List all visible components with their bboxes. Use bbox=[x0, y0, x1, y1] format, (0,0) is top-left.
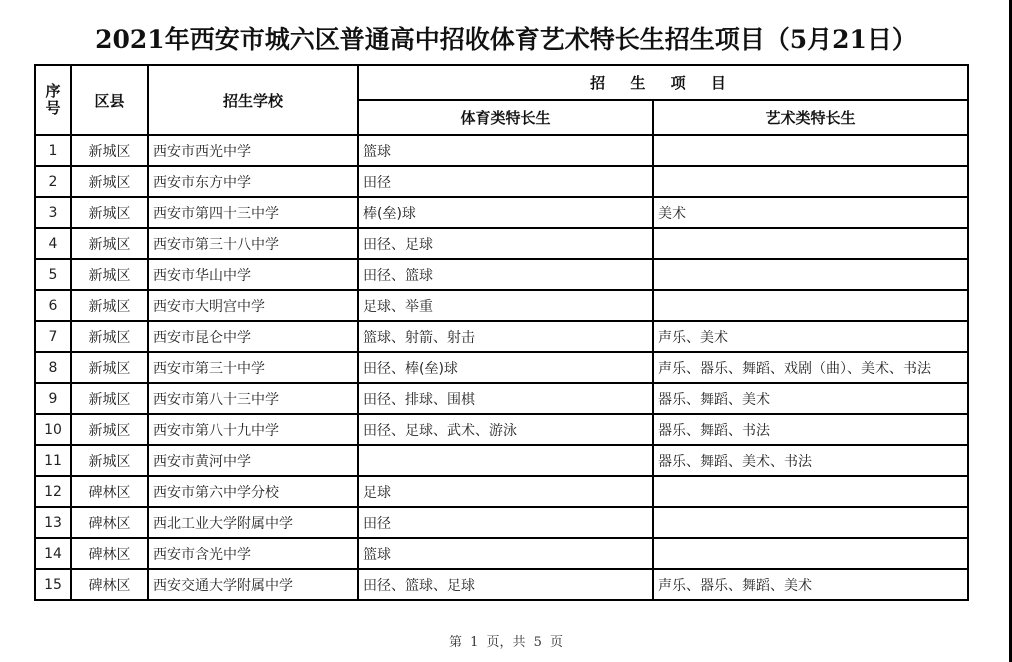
cell-sports: 田径、篮球 bbox=[358, 259, 653, 290]
cell-district: 新城区 bbox=[71, 228, 148, 259]
cell-school: 西安市第三十八中学 bbox=[148, 228, 358, 259]
table-row bbox=[35, 197, 968, 228]
cell-arts: 声乐、器乐、舞蹈、戏剧（曲）、美术、书法 bbox=[653, 352, 968, 383]
cell-sports: 田径、棒(垒)球 bbox=[358, 352, 653, 383]
cell-number: 5 bbox=[35, 259, 71, 290]
table-row bbox=[35, 352, 968, 383]
cell-district: 新城区 bbox=[71, 290, 148, 321]
cell-school: 西安市西光中学 bbox=[148, 135, 358, 166]
cell-arts bbox=[653, 166, 968, 197]
table-row bbox=[35, 445, 968, 476]
cell-sports: 田径、足球、武术、游泳 bbox=[358, 414, 653, 445]
cell-number: 2 bbox=[35, 166, 71, 197]
table-row bbox=[35, 166, 968, 197]
cell-school: 西安市大明宫中学 bbox=[148, 290, 358, 321]
header-school: 招生学校 bbox=[148, 65, 358, 135]
page-footer: 第 1 页，共 5 页 bbox=[448, 635, 564, 650]
cell-number: 8 bbox=[35, 352, 71, 383]
cell-sports: 篮球 bbox=[358, 135, 653, 166]
table-row bbox=[35, 290, 968, 321]
header-number-line2: 号 bbox=[45, 99, 61, 117]
cell-school: 西安市第三十中学 bbox=[148, 352, 358, 383]
cell-number: 6 bbox=[35, 290, 71, 321]
cell-school: 西安市第八十九中学 bbox=[148, 414, 358, 445]
cell-arts bbox=[653, 135, 968, 166]
header-district: 区县 bbox=[71, 65, 148, 135]
cell-school: 西安市第八十三中学 bbox=[148, 383, 358, 414]
header-recruit-items bbox=[358, 65, 968, 100]
cell-district: 碑林区 bbox=[71, 569, 148, 600]
header-sports: 体育类特长生 bbox=[358, 100, 653, 135]
cell-district: 新城区 bbox=[71, 135, 148, 166]
cell-school: 西安交通大学附属中学 bbox=[148, 569, 358, 600]
table-row bbox=[35, 569, 968, 600]
cell-arts: 器乐、舞蹈、美术、书法 bbox=[653, 445, 968, 476]
cell-school: 西安市含光中学 bbox=[148, 538, 358, 569]
cell-arts: 器乐、舞蹈、书法 bbox=[653, 414, 968, 445]
cell-sports: 田径、足球 bbox=[358, 228, 653, 259]
cell-sports: 田径 bbox=[358, 507, 653, 538]
cell-arts bbox=[653, 228, 968, 259]
cell-district: 新城区 bbox=[71, 352, 148, 383]
header-number-line1: 序 bbox=[45, 82, 61, 100]
cell-number: 3 bbox=[35, 197, 71, 228]
cell-number: 12 bbox=[35, 476, 71, 507]
cell-sports bbox=[358, 445, 653, 476]
cell-number: 15 bbox=[35, 569, 71, 600]
table-row bbox=[35, 135, 968, 166]
cell-school: 西安市黄河中学 bbox=[148, 445, 358, 476]
cell-sports: 田径、排球、围棋 bbox=[358, 383, 653, 414]
cell-school: 西安市华山中学 bbox=[148, 259, 358, 290]
cell-district: 新城区 bbox=[71, 197, 148, 228]
document-title: 2021年西安市城六区普通高中招收体育艺术特长生招生项目（5月21日） bbox=[95, 25, 917, 54]
table-row bbox=[35, 321, 968, 352]
cell-district: 新城区 bbox=[71, 383, 148, 414]
recruitment-table bbox=[34, 64, 969, 601]
cell-arts: 器乐、舞蹈、美术 bbox=[653, 383, 968, 414]
cell-number: 9 bbox=[35, 383, 71, 414]
cell-arts bbox=[653, 538, 968, 569]
cell-sports: 棒(垒)球 bbox=[358, 197, 653, 228]
cell-district: 碑林区 bbox=[71, 538, 148, 569]
cell-arts: 声乐、器乐、舞蹈、美术 bbox=[653, 569, 968, 600]
table-row bbox=[35, 228, 968, 259]
cell-school: 西安市第六中学分校 bbox=[148, 476, 358, 507]
table-row bbox=[35, 476, 968, 507]
cell-arts: 声乐、美术 bbox=[653, 321, 968, 352]
cell-sports: 田径、篮球、足球 bbox=[358, 569, 653, 600]
header-arts: 艺术类特长生 bbox=[653, 100, 968, 135]
cell-sports: 篮球、射箭、射击 bbox=[358, 321, 653, 352]
table-row bbox=[35, 414, 968, 445]
cell-arts bbox=[653, 259, 968, 290]
header-number bbox=[35, 65, 71, 135]
cell-school: 西安市昆仑中学 bbox=[148, 321, 358, 352]
cell-number: 7 bbox=[35, 321, 71, 352]
cell-district: 新城区 bbox=[71, 414, 148, 445]
cell-school: 西北工业大学附属中学 bbox=[148, 507, 358, 538]
cell-district: 新城区 bbox=[71, 166, 148, 197]
cell-district: 新城区 bbox=[71, 445, 148, 476]
cell-district: 碑林区 bbox=[71, 476, 148, 507]
cell-sports: 田径 bbox=[358, 166, 653, 197]
cell-number: 1 bbox=[35, 135, 71, 166]
cell-number: 11 bbox=[35, 445, 71, 476]
cell-number: 14 bbox=[35, 538, 71, 569]
cell-district: 新城区 bbox=[71, 321, 148, 352]
cell-district: 新城区 bbox=[71, 259, 148, 290]
cell-arts: 美术 bbox=[653, 197, 968, 228]
table-header-row bbox=[35, 65, 968, 100]
cell-number: 13 bbox=[35, 507, 71, 538]
cell-arts bbox=[653, 507, 968, 538]
table-row bbox=[35, 259, 968, 290]
cell-sports: 足球、举重 bbox=[358, 290, 653, 321]
cell-school: 西安市东方中学 bbox=[148, 166, 358, 197]
cell-number: 10 bbox=[35, 414, 71, 445]
table-row bbox=[35, 507, 968, 538]
cell-arts bbox=[653, 476, 968, 507]
cell-school: 西安市第四十三中学 bbox=[148, 197, 358, 228]
table-row bbox=[35, 538, 968, 569]
cell-arts bbox=[653, 290, 968, 321]
cell-sports: 篮球 bbox=[358, 538, 653, 569]
cell-number: 4 bbox=[35, 228, 71, 259]
cell-sports: 足球 bbox=[358, 476, 653, 507]
table-row bbox=[35, 383, 968, 414]
header-recruit-items-label: 招 生 项 目 bbox=[590, 74, 736, 92]
cell-district: 碑林区 bbox=[71, 507, 148, 538]
